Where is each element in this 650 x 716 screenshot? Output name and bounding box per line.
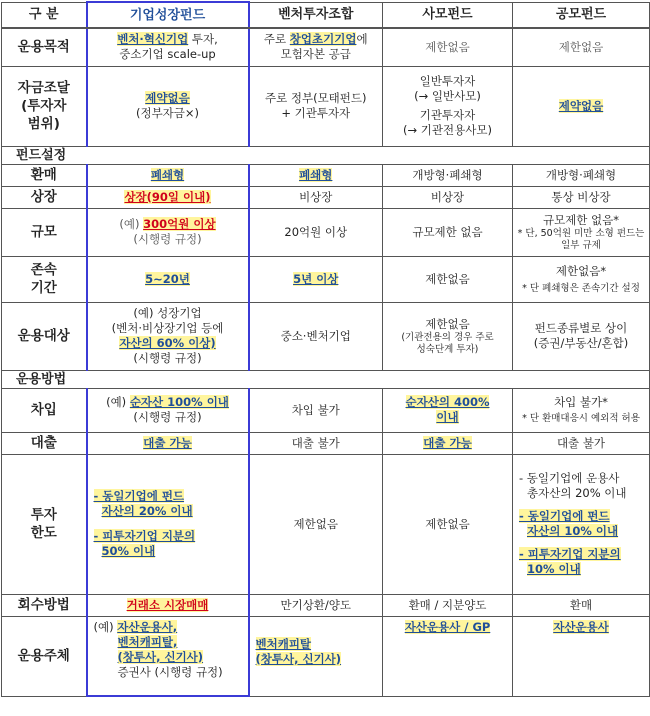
borrowing-private: 순자산의 400% 이내 [383,388,513,432]
label-listing: 상장 [2,186,87,208]
manager-private: 자산운용사 / GP [383,616,513,696]
row-funding [2,66,650,146]
row-target [2,302,650,370]
row-redemption [2,164,650,186]
borrowing-venture: 차입 불가 [249,388,383,432]
row-lending [2,432,650,454]
size-growth: (예) 300억원 이상 (시행령 규정) [87,208,249,256]
size-venture: 20억원 이상 [249,208,383,256]
listing-growth: 상장(90일 이내) [87,186,249,208]
label-funding: 자금조달 (투자자 범위) [2,66,87,146]
header-venture-union: 벤처투자조합 [249,2,383,28]
target-private: 제한없음 (기관전용의 경우 주로 성숙단계 투자) [383,302,513,370]
recovery-venture: 만기상환/양도 [249,594,383,616]
duration-venture: 5년 이상 [249,256,383,302]
label-size: 규모 [2,208,87,256]
target-venture: 중소·벤처기업 [249,302,383,370]
listing-public: 통상 비상장 [513,186,650,208]
duration-public: 제한없음* * 단 폐쇄형은 존속기간 설정 [513,256,650,302]
redemption-venture: 폐쇄형 [249,164,383,186]
lending-private: 대출 가능 [383,432,513,454]
redemption-growth: 폐쇄형 [87,164,249,186]
purpose-growth: 벤처·혁신기업 투자, 중소기업 scale-up [87,28,249,66]
redemption-public: 개방형·폐쇄형 [513,164,650,186]
funding-private: 일반투자자 (→ 일반사모) 기관투자자 (→ 기관전용사모) [383,66,513,146]
redemption-private: 개방형·폐쇄형 [383,164,513,186]
manager-venture: 벤처캐피탈 (창투사, 신기사) [249,616,383,696]
label-manager: 운용주체 [2,616,87,696]
manager-public: 자산운용사 [513,616,650,696]
funding-public: 제약없음 [513,66,650,146]
borrowing-growth: (예) 순자산 100% 이내 (시행령 규정) [87,388,249,432]
target-public: 펀드종류별로 상이 (증권/부동산/혼합) [513,302,650,370]
section-operation [2,370,650,388]
row-borrowing [2,388,650,432]
lending-venture: 대출 불가 [249,432,383,454]
recovery-growth: 거래소 시장매매 [87,594,249,616]
section-fund-setting [2,146,650,164]
label-purpose: 운용목적 [2,28,87,66]
header-category: 구 분 [2,2,87,28]
row-purpose [2,28,650,66]
duration-growth: 5~20년 [87,256,249,302]
row-listing [2,186,650,208]
header-private-fund: 사모펀드 [383,2,513,28]
label-limit: 투자 한도 [2,454,87,594]
purpose-public: 제한없음 [513,28,650,66]
duration-private: 제한없음 [383,256,513,302]
borrowing-public: 차입 불가* * 단 환매대응시 예외적 허용 [513,388,650,432]
lending-growth: 대출 가능 [87,432,249,454]
funding-growth: 제약없음 (정부자금×) [87,66,249,146]
label-lending: 대출 [2,432,87,454]
row-size [2,208,650,256]
purpose-venture: 주로 창업초기기업에 모험자본 공급 [249,28,383,66]
header-growth-fund: 기업성장펀드 [87,2,249,28]
row-limit [2,454,650,594]
row-duration [2,256,650,302]
funding-venture: 주로 정부(모태펀드) + 기관투자자 [249,66,383,146]
target-growth: (예) 성장기업 (벤처·비상장기업 등에 자산의 60% 이상) (시행령 규정) [87,302,249,370]
limit-private: 제한없음 [383,454,513,594]
header-public-fund: 공모펀드 [513,2,650,28]
section-label-fund-setting: 펀드설정 [2,146,650,164]
recovery-private: 환매 / 지분양도 [383,594,513,616]
label-duration: 존속 기간 [2,256,87,302]
size-private: 규모제한 없음 [383,208,513,256]
limit-venture: 제한없음 [249,454,383,594]
purpose-private: 제한없음 [383,28,513,66]
label-target: 운용대상 [2,302,87,370]
label-borrowing: 차입 [2,388,87,432]
row-recovery [2,594,650,616]
lending-public: 대출 불가 [513,432,650,454]
row-manager [2,616,650,696]
label-recovery: 회수방법 [2,594,87,616]
size-public: 규모제한 없음* * 단, 50억원 미만 소형 펀드는 일부 규제 [513,208,650,256]
recovery-public: 환매 [513,594,650,616]
header-row [2,2,650,28]
manager-growth: (예) 자산운용사, 벤처캐피탈, (창투사, 신기사) 증권사 (시행령 규정) [87,616,249,696]
section-label-operation: 운용방법 [2,370,650,388]
listing-private: 비상장 [383,186,513,208]
limit-public: - 동일기업에 운용사 총자산의 20% 이내 - 동일기업에 펀드 자산의 10% 이내 - 피투자기업 지분의 10% 이내 [513,454,650,594]
listing-venture: 비상장 [249,186,383,208]
label-redemption: 환매 [2,164,87,186]
limit-growth: - 동일기업에 펀드 자산의 20% 이내 - 피투자기업 지분의 50% 이내 [87,454,249,594]
fund-comparison-table [1,1,650,697]
